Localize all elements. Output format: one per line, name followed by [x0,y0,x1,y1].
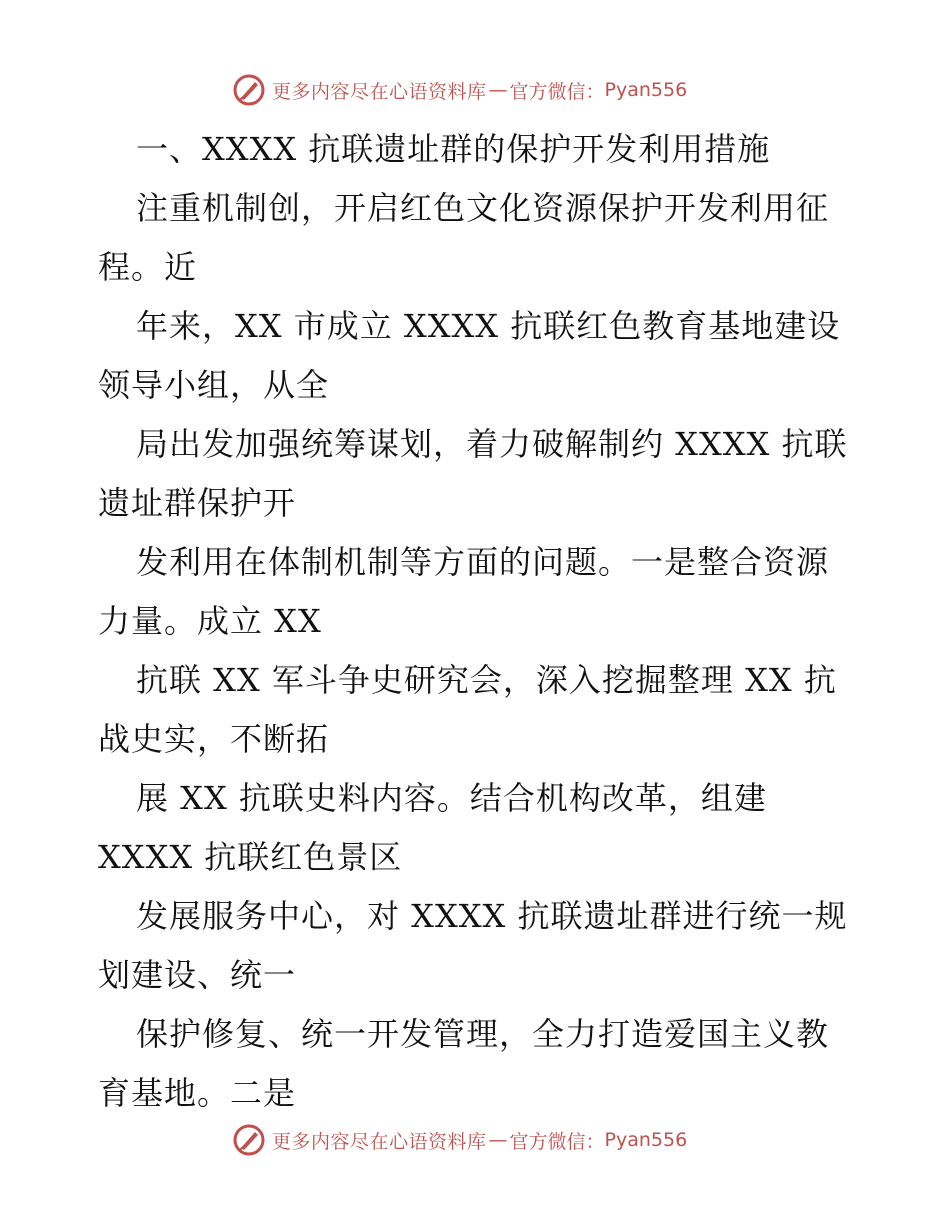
paragraph-line: 注重机制创，开启红色文化资源保护开发利用征 [136,189,830,227]
paragraph-line: 保护修复、统一开发管理，全力打造爱国主义教 [136,1015,830,1053]
promo-text: 更多内容尽在心语资料库 [272,80,487,103]
quill-logo-icon [232,1123,266,1157]
paragraph-line: 展 XX 抗联史料内容。结合机构改革，组建 [136,779,767,817]
wechat-label: 官方微信： [509,1130,605,1153]
paragraph-line: 发展服务中心，对 XXXX 抗联遗址群进行统一规 [136,897,848,935]
paragraph-line: 发利用在体制机制等方面的问题。一是整合资源 [136,543,830,581]
footer-watermark-banner [232,1122,752,1158]
paragraph-line: 领导小组，从全 [98,366,330,404]
wechat-label: 官方微信： [509,80,605,103]
paragraph-line: 程。近 [98,248,198,286]
promo-text: 更多内容尽在心语资料库 [272,1130,487,1153]
paragraph-line: 遗址群保护开 [98,484,297,522]
header-watermark-banner [232,72,752,108]
section-heading: 一、XXXX 抗联遗址群的保护开发利用措施 [136,130,771,168]
paragraph-line: 力量。成立 XX [98,602,322,640]
document-body [98,120,858,1123]
paragraph-line: 局出发加强统筹谋划，着力破解制约 XXXX 抗联 [136,425,848,463]
paragraph-line: 育基地。二是 [98,1074,297,1112]
paragraph-line: 年来，XX 市成立 XXXX 抗联红色教育基地建设 [136,307,841,345]
paragraph-line: 划建设、统一 [98,956,297,994]
wechat-id: Pyan556 [604,1129,688,1151]
wechat-id: Pyan556 [604,79,688,101]
paragraph-line: 战史实，不断拓 [98,720,330,758]
separator-dash: — [488,79,508,101]
paragraph-line: XXXX 抗联红色景区 [98,838,403,876]
quill-logo-icon [232,73,266,107]
paragraph-line: 抗联 XX 军斗争史研究会，深入挖掘整理 XX 抗 [136,661,837,699]
separator-dash: — [488,1129,508,1151]
